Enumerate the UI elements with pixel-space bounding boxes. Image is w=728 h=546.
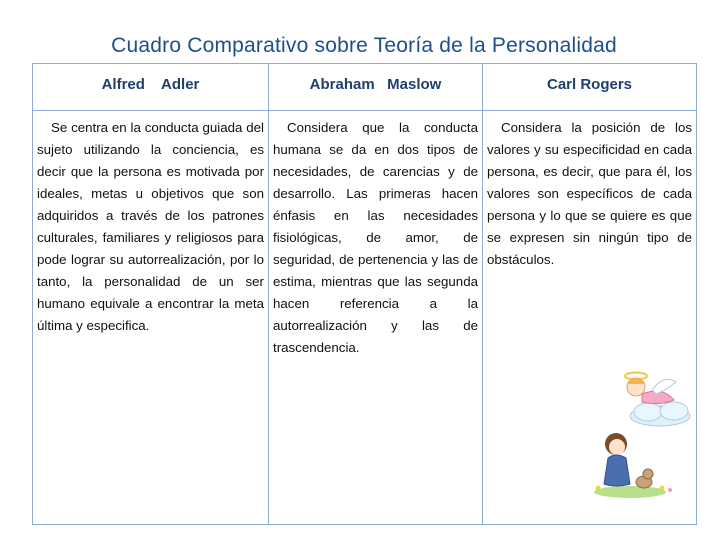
comparison-table xyxy=(32,63,697,525)
body-cell-adler xyxy=(33,111,269,525)
adler-description: Se centra en la conducta guiada del sujeto utilizando la conciencia, es decir que la persona es motivada por ideales, metas u objetivos que son adquiridos a través de los patrones culturales, familiares y religiosos para pode lograr su autorrealización, por lo tanto, la personalidad de un ser humano equivale a encontrar la meta última y especifica. xyxy=(37,120,264,333)
column-header-maslow: Abraham Maslow xyxy=(309,76,442,93)
rogers-description: Considera la posición de los valores y su especificidad en cada persona, es decir, que para él, los valores son específicos de cada persona y lo que se quiere es que se expresen sin ningún tipo de obstáculos. xyxy=(487,120,692,267)
header-cell-rogers xyxy=(483,64,697,111)
maslow-description: Considera que la conducta humana se da en dos tipos de necesidades, de carencias y de desarrollo. Las primeras hacen énfasis en las necesidades fisiológicas, de amor, de seguridad, de pertenencia y las de estima, mientras que las segunda hacen referencia a la autorrealización y las de trascendencia. xyxy=(273,120,478,355)
page-title: Cuadro Comparativo sobre Teoría de la Personalidad xyxy=(111,34,617,57)
table-header-row xyxy=(33,64,697,111)
header-cell-maslow xyxy=(269,64,483,111)
body-cell-rogers xyxy=(483,111,697,525)
body-cell-maslow xyxy=(269,111,483,525)
column-header-adler: Alfred Adler xyxy=(101,76,200,93)
header-cell-adler xyxy=(33,64,269,111)
table-body-row xyxy=(33,111,697,525)
column-header-rogers: Carl Rogers xyxy=(546,76,633,93)
